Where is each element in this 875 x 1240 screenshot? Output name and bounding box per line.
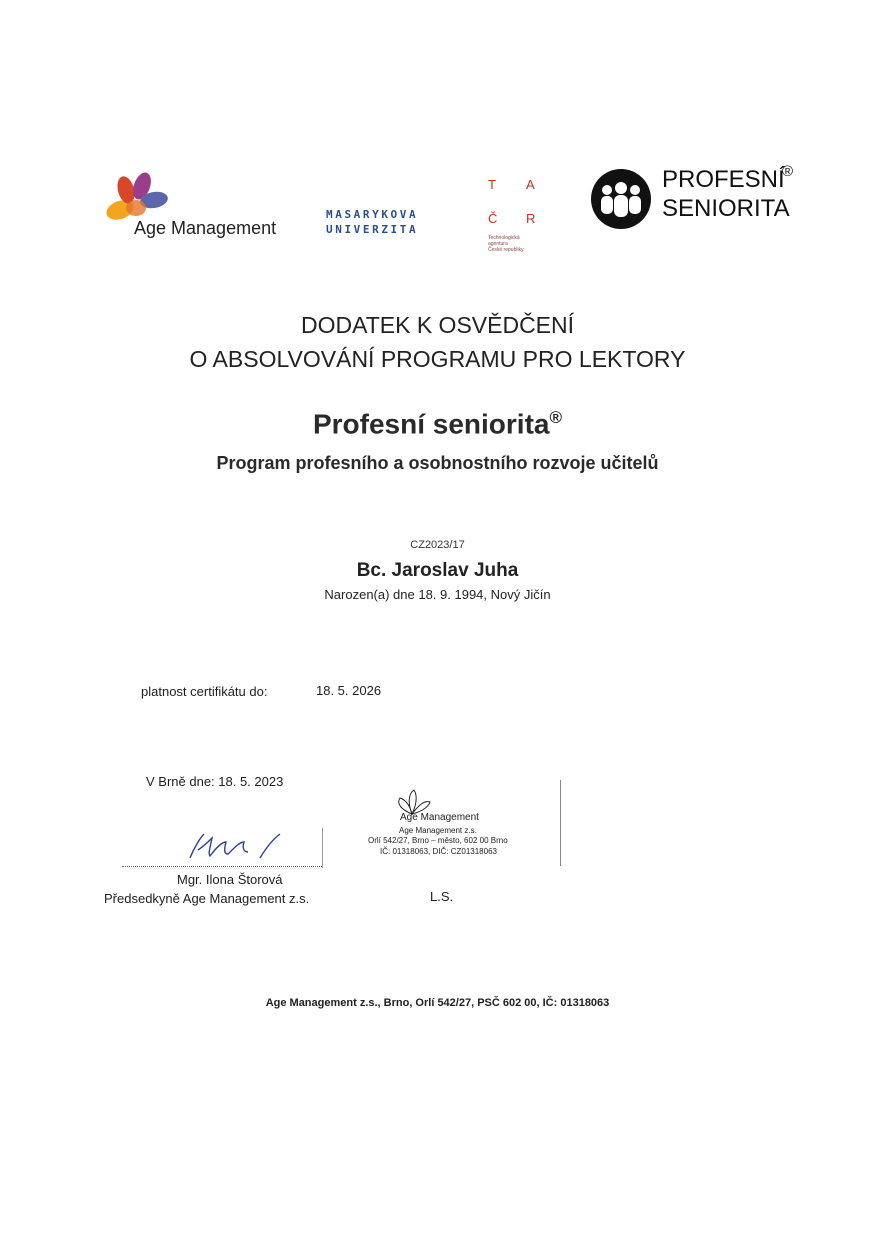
locus-sigilli: L.S.: [430, 889, 454, 904]
footer-address: Age Management z.s., Brno, Orlí 542/27, PSČ 602 00, IČ: 01318063: [265, 997, 610, 1009]
people-icon: [590, 168, 652, 230]
holder-name: Bc. Jaroslav Juha: [356, 560, 519, 581]
stamp-brand: Age Management: [400, 812, 479, 823]
signer-role: Předsedkyně Age Management z.s.: [104, 891, 310, 906]
age-management-logo: [98, 170, 288, 240]
registered-mark: ®: [782, 163, 794, 180]
tacr-letter: Č: [488, 211, 498, 226]
validity-date: 18. 5. 2026: [316, 683, 382, 698]
tacr-letter: R: [526, 211, 536, 226]
tacr-caption: [488, 235, 524, 253]
tacr-caption-line: Technologická: [488, 235, 520, 241]
tacr-letter: A: [526, 177, 535, 192]
program-subtitle: Program profesního a osobnostního rozvoje učitelů: [216, 453, 659, 473]
masaryk-line2: UNIVERZITA: [326, 223, 419, 236]
age-management-name: Age Management: [134, 218, 277, 238]
signer-name: Mgr. Ilona Štorová: [177, 872, 283, 887]
profesni-seniorita-logo-text: [662, 165, 790, 223]
signature-line: [122, 866, 322, 867]
profesni-seniorita-logo: [590, 163, 820, 233]
program-title-text: Profesní seniorita: [312, 408, 550, 440]
program-title: [0, 408, 875, 440]
validity-label: platnost certifikátu do:: [141, 684, 268, 699]
handwritten-signature: [120, 820, 330, 870]
logo-text-line: SENIORITA: [662, 195, 790, 222]
tacr-letter: T: [488, 177, 496, 192]
stamp-org: Age Management z.s.: [399, 826, 477, 835]
tacr-caption-line: agentura: [488, 241, 508, 247]
stamp-address: Orlí 542/27, Brno – město, 602 00 Brno: [368, 836, 508, 845]
stamp-ids: IČ: 01318063, DIČ: CZ01318063: [380, 847, 497, 856]
divider: [560, 780, 561, 866]
certificate-number: CZ2023/17: [410, 539, 465, 551]
organization-stamp: [366, 788, 556, 868]
masaryk-university-logo: [326, 207, 418, 237]
tacr-logo: [488, 177, 558, 267]
document-heading-line2: O ABSOLVOVÁNÍ PROGRAMU PRO LEKTORY: [189, 346, 686, 372]
masaryk-line1: MASARYKOVA: [326, 208, 419, 221]
divider: [322, 828, 323, 868]
registered-mark: ®: [549, 408, 563, 427]
holder-birth-info: Narozen(a) dne 18. 9. 1994, Nový Jičín: [324, 587, 551, 602]
tacr-caption-line: České republiky: [488, 247, 524, 253]
document-heading-line1: DODATEK K OSVĚDČENÍ: [300, 312, 575, 338]
logo-text-line: PROFESNÍ: [662, 166, 785, 193]
place-and-date: V Brně dne: 18. 5. 2023: [146, 774, 284, 789]
